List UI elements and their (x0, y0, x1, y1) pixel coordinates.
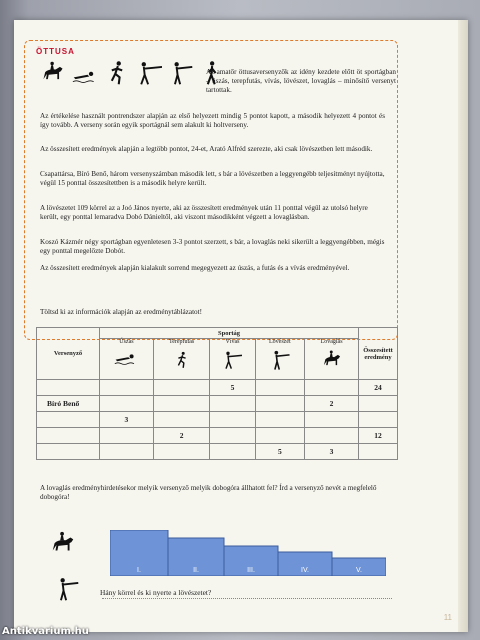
score-cell[interactable] (153, 412, 210, 428)
score-cell[interactable]: 3 (305, 444, 359, 460)
score-cell[interactable] (255, 396, 305, 412)
score-cell[interactable] (153, 380, 210, 396)
runner-icon (173, 349, 191, 371)
swimmer-icon (72, 58, 98, 88)
page-edge (458, 20, 468, 632)
watermark: Antikvarium.hu (2, 626, 89, 637)
podium-label: I. (137, 567, 141, 574)
competitor-name[interactable]: Bíró Benő (37, 396, 100, 412)
score-cell[interactable]: 5 (210, 380, 255, 396)
task-instruction: Töltsd ki az információk alapján az eredménytáblázatot! (40, 308, 203, 316)
sport-icons (40, 58, 226, 88)
horse-rider-icon (46, 530, 80, 558)
score-cell[interactable] (255, 380, 305, 396)
runner-icon (104, 58, 130, 88)
book-page (14, 20, 468, 632)
table-row (37, 396, 398, 412)
score-cell[interactable] (305, 428, 359, 444)
score-cell[interactable] (210, 428, 255, 444)
scoring-paragraph: Az értékelése használt pontrendszer alapján az első helyezett mindig 5 pontot kapott, a második helyezett 4 pontot és így tovább. A verseny során egyik sportágnál sem alakult ki holtverseny. (40, 112, 385, 130)
sport-label: Úszás (119, 339, 134, 345)
sport-shooting (255, 339, 305, 380)
intro-paragraph: Az amatőr öttusaversenyzők az idény kezdete előtt öt sportágban – úszás, terepfutás, vívás, lövészet, lovaglás – minősítő versenyt tartottak. (206, 68, 396, 95)
fencer-icon (222, 349, 242, 371)
horse-rider-icon (320, 349, 344, 371)
score-cell[interactable] (210, 412, 255, 428)
table-row (37, 380, 398, 396)
shooter-icon (168, 58, 194, 88)
table-row (37, 444, 398, 460)
shooter-icon (269, 349, 291, 371)
total-cell[interactable] (359, 444, 398, 460)
score-cell[interactable]: 2 (153, 428, 210, 444)
kazmer-paragraph: Koszó Kázmér négy sportágban egyenletesen 3-3 pontot szerzett, s bár, a lovaglás neki sikerült a leggyengébben, mégis egy ponttal megelőzte Dobót. (40, 238, 385, 256)
beno-paragraph: Csapattársa, Bíró Benő, három versenyszámban második lett, s bár a lövészetben a leggyengébb teljesítményt nyújtotta, végül 15 ponttal összesítettben is a második helyre került. (40, 170, 385, 188)
podium-label: IV. (301, 567, 309, 574)
horse-rider-icon (40, 58, 66, 88)
total-cell[interactable] (359, 412, 398, 428)
score-cell[interactable] (100, 428, 154, 444)
score-cell[interactable] (305, 380, 359, 396)
sport-label: Lövészet (269, 339, 291, 345)
sport-label: Lovaglás (320, 339, 343, 345)
score-cell[interactable] (153, 444, 210, 460)
shooter-icon (52, 576, 82, 602)
competitor-name[interactable] (37, 380, 100, 396)
score-cell[interactable] (210, 396, 255, 412)
shooting-question: Hány körrel és ki nyerte a lövészetet? (100, 588, 212, 597)
answer-line[interactable] (102, 598, 392, 599)
section-title: ÖTTUSA (36, 47, 75, 56)
page-number: 11 (443, 613, 452, 622)
sport-crosscountry (153, 339, 210, 380)
score-cell[interactable]: 3 (100, 412, 154, 428)
podium-label: V. (356, 567, 362, 574)
shooting-paragraph: A lövészetet 109 körrel az a Joó János nyerte, aki az összesített eredmények után 11 ponttal végül az utolsó helyre került, egy ponttal lemaradva Dobó Dánieltől, aki viszont másodikként végzett a lovaglásban. (40, 204, 368, 222)
sport-label: Vívás (225, 339, 240, 345)
score-cell[interactable] (153, 396, 210, 412)
fencer-icon (136, 58, 162, 88)
sport-label: Terepfutás (168, 339, 195, 345)
sport-header: Sportág (100, 328, 359, 339)
score-cell[interactable] (100, 444, 154, 460)
competitor-name[interactable] (37, 444, 100, 460)
sport-fencing (210, 339, 255, 380)
competitor-name[interactable] (37, 412, 100, 428)
podium-label: III. (247, 567, 255, 574)
total-header: Összesített eredmény (359, 328, 398, 380)
podium-question: A lovaglás eredményhirdetésekor melyik versenyző melyik dobogóra állhatott fel? Írd a versenyző nevét a megfelelő dobogóra! (40, 484, 377, 502)
score-cell[interactable] (100, 380, 154, 396)
total-cell[interactable] (359, 396, 398, 412)
table-row (37, 428, 398, 444)
score-cell[interactable] (305, 412, 359, 428)
score-cell[interactable] (210, 444, 255, 460)
results-table (36, 327, 398, 460)
sport-riding (305, 339, 359, 380)
score-cell[interactable] (100, 396, 154, 412)
total-cell[interactable]: 24 (359, 380, 398, 396)
swimmer-icon (114, 349, 138, 367)
table-row (37, 412, 398, 428)
final-paragraph: Az összesített eredmények alapján kialakult sorrend megegyezett az úszás, a futás és a vívás eredményével. (40, 264, 350, 272)
score-cell[interactable] (255, 412, 305, 428)
score-cell[interactable] (255, 428, 305, 444)
podium-diagram (110, 530, 386, 576)
podium-label: II. (193, 567, 199, 574)
alfred-paragraph: Az összesített eredmények alapján a legtöbb pontot, 24-et, Arató Alfréd szerezte, aki csak lövészetben lett második. (40, 145, 373, 153)
competitor-name[interactable] (37, 428, 100, 444)
total-cell[interactable]: 12 (359, 428, 398, 444)
competitor-header: Versenyző (37, 328, 100, 380)
score-cell[interactable]: 5 (255, 444, 305, 460)
sport-swimming (100, 339, 154, 380)
score-cell[interactable]: 2 (305, 396, 359, 412)
